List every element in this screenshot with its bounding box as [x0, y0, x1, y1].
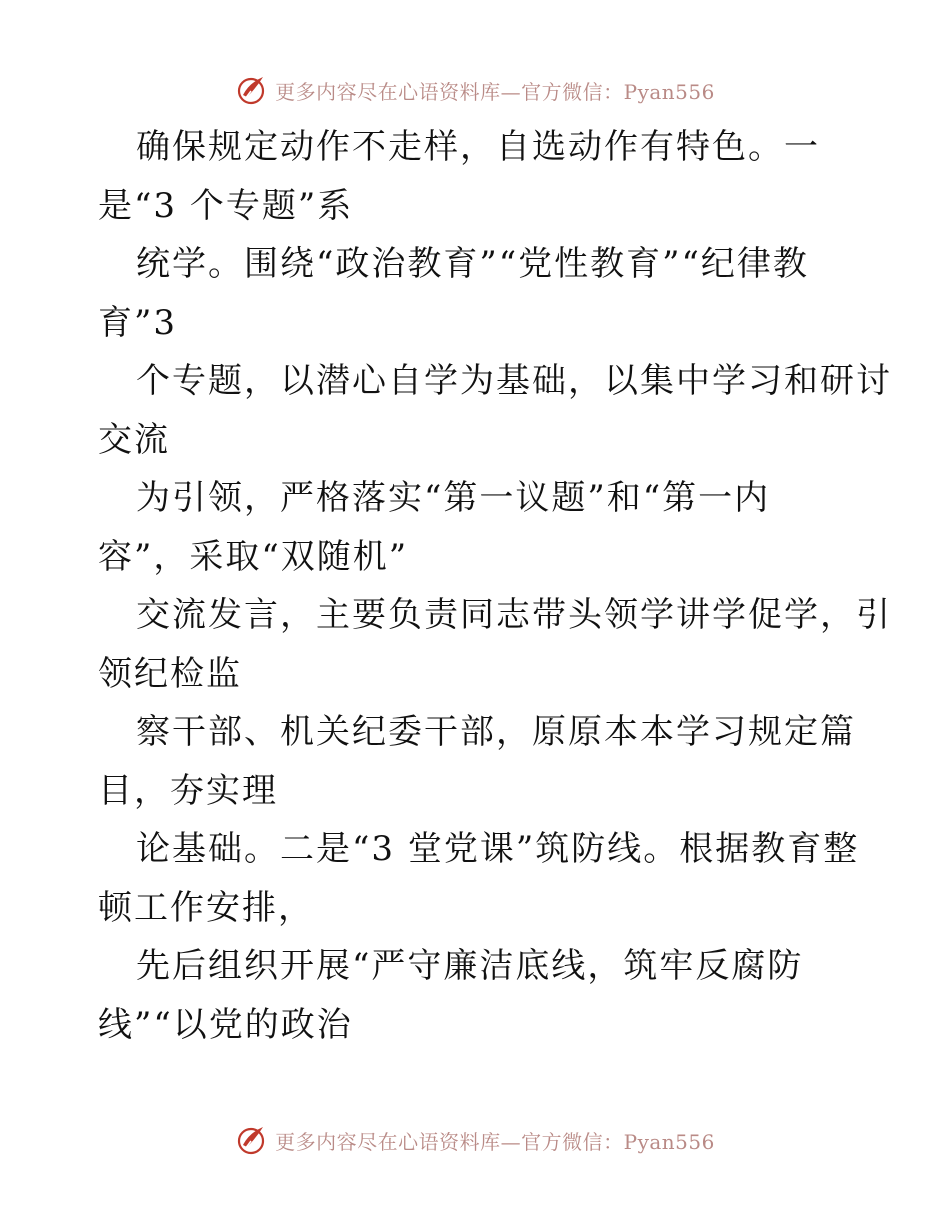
header-text: 更多内容尽在心语资料库—官方微信：Pyan556: [275, 79, 715, 104]
text-line: 交流发言，主要负责同志带头领学讲学促学，引: [136, 595, 892, 635]
text-line: 线”“以党的政治: [98, 1004, 353, 1045]
text-line: 是“3 个专题”系: [98, 185, 354, 226]
document-body: [98, 118, 892, 1054]
text-line: 领纪检监: [98, 653, 242, 694]
text-line: 统学。围绕“政治教育”“党性教育”“纪律教: [136, 244, 809, 284]
quill-logo-icon: [235, 1123, 269, 1157]
text-line: 顿工作安排，: [98, 887, 314, 928]
text-line: 育”3: [98, 302, 178, 343]
text-line: 察干部、机关纪委干部，原原本本学习规定篇: [136, 712, 856, 752]
quill-logo-icon: [235, 73, 269, 107]
page-header: [0, 70, 950, 110]
text-line: 容”，采取“双随机”: [98, 536, 409, 577]
footer-brand: [235, 1123, 715, 1157]
page-footer: [0, 1120, 950, 1160]
footer-text: 更多内容尽在心语资料库—官方微信：Pyan556: [275, 1129, 715, 1154]
text-line: 为引领，严格落实“第一议题”和“第一内: [136, 478, 771, 518]
text-line: 确保规定动作不走样，自选动作有特色。一: [136, 127, 820, 167]
text-line: 目，夯实理: [98, 770, 278, 811]
text-line: 个专题，以潜心自学为基础，以集中学习和研讨: [136, 361, 892, 401]
header-brand: [235, 73, 715, 107]
text-line: 先后组织开展“严守廉洁底线，筑牢反腐防: [136, 946, 804, 986]
text-line: 交流: [98, 419, 170, 460]
text-line: 论基础。二是“3 堂党课”筑防线。根据教育整: [136, 829, 860, 869]
